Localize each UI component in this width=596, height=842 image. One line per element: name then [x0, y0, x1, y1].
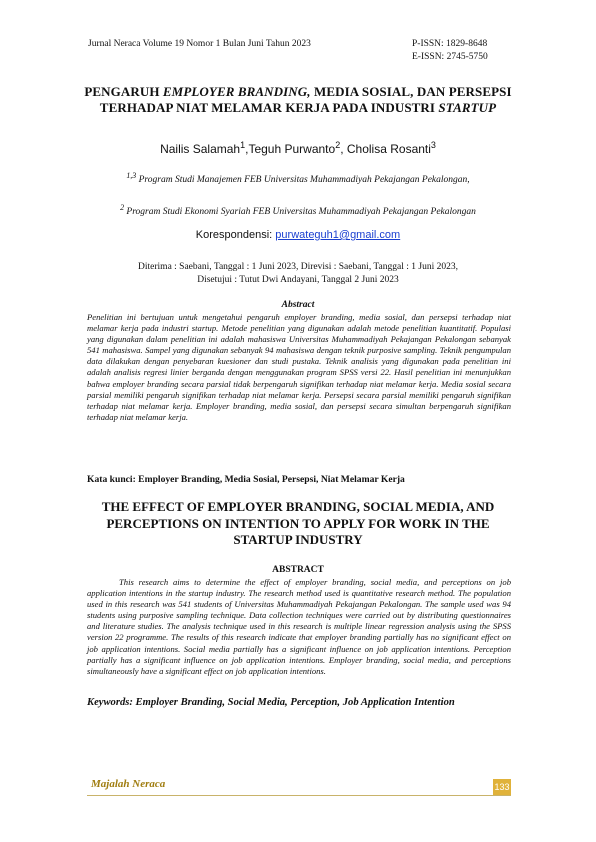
p-issn: P-ISSN: 1829-8648 — [412, 39, 488, 49]
abstract-heading: Abstract — [281, 300, 315, 310]
abstract-english-heading: ABSTRACT — [272, 565, 324, 575]
paper-title-indonesian: PENGARUH EMPLOYER BRANDING, MEDIA SOSIAL, DAN PERSEPSI TERHADAP NIAT MELAMAR KERJA PADA INDUSTRI STARTUP — [84, 84, 512, 115]
paper-title-english: THE EFFECT OF EMPLOYER BRANDING, SOCIAL MEDIA, AND PERCEPTIONS ON INTENTION TO APPLY FOR WORK IN THE STARTUP INDUSTRY — [101, 499, 495, 547]
keywords-english: Keywords: Employer Branding, Social Media, Perception, Job Application Intention — [87, 697, 455, 708]
author-list: Nailis Salamah$^1$,Teguh Purwanto$^2$, Cholisa Rosanti$^3$ — [160, 140, 436, 156]
e-issn: E-ISSN: 2745-5750 — [412, 52, 488, 62]
abstract-indonesian: Penelitian ini bertujuan untuk mengetahui pengaruh employer branding, media sosial, dan persepsi terhadap niat melamar kerja pada industri startup. Metode penelitian yang digunakan adalah metode penelitian kuantitatif. Populasi yang digunakan dalam penelitian ini adalah mahasiswa Universitas Muhammadiyah Pekajangan Pekalongan sebanyak 541 mahasiswa. Sampel yang digunakan sebanyak 94 mahasiswa dengan teknik purposive sampling. Teknik pengumpulan data dilakukan dengan penyebaran kuesioner dan studi pustaka. Teknik analisis yang digunakan pada penelitian ini adalah analisis regresi linier berganda dengan menggunakan program SPSS versi 22. Hasil penelitian ini menunjukkan bahwa employer branding secara parsial tidak berpengaruh signifikan terhadap niat melamar kerja. Media sosial secara parsial memiliki pengaruh signifikan terhadap niat melamar kerja. Persepsi secara parsial memiliki pengaruh signifikan terhadap niat melamar kerja. Employer branding, media sosial, dan persepsi secara simultan berpengaruh signifikan terhadap niat melamar kerja. — [87, 312, 511, 422]
correspondence: Korespondensi: purwateguh1@gmail.com — [195, 229, 401, 241]
email-link[interactable]: purwateguh1@gmail.com — [275, 229, 401, 241]
affiliation-1: $^{1,3}$ Program Studi Manajemen FEB Universitas Muhammadiyah Pekajangan Pekalongan, — [126, 171, 470, 186]
footer-rule — [87, 795, 511, 796]
footer-brand: Majalah Neraca — [91, 778, 166, 790]
page-number: 133 — [493, 779, 511, 795]
abstract-english: This research aims to determine the effect of employer branding, social media, and perceptions on job application intentions in the startup industry. The research method used is quantitative research method. The population used in this research was 541 students of Universitas Muhammadiyah Pekajangan Pekalongan. The sample used was 94 students using purposive sampling technique. Data collection techniques were carried out by distributing questionnaires and literature studies. The analysis technique used in this research is multiple linear regression analysis using the SPSS version 22 programme. The results of this research indicate that employer branding partially has no significant effect on job application intentions. Social media partially has a significant influence on job application intentions. Perception partially has a significant influence on job application intentions. Employer branding, social media, and perceptions simultaneously have a significant effect on job application intentions. — [87, 577, 511, 676]
affiliation-2: $^2$ Program Studi Ekonomi Syariah FEB Universitas Muhammadiyah Pekajangan Pekalongan — [120, 203, 476, 218]
page-footer — [87, 776, 511, 798]
journal-info: Jurnal Neraca Volume 19 Nomor 1 Bulan Juni Tahun 2023 — [88, 39, 311, 49]
keywords-indonesian: Kata kunci: Employer Branding, Media Sosial, Persepsi, Niat Melamar Kerja — [87, 474, 405, 485]
submission-dates: Diterima : Saebani, Tanggal : 1 Juni 2023, Direvisi : Saebani, Tanggal : 1 Juni 2023, Disetujui : Tutut Dwi Andayani, Tanggal 2 Juni 2023 — [138, 262, 458, 285]
